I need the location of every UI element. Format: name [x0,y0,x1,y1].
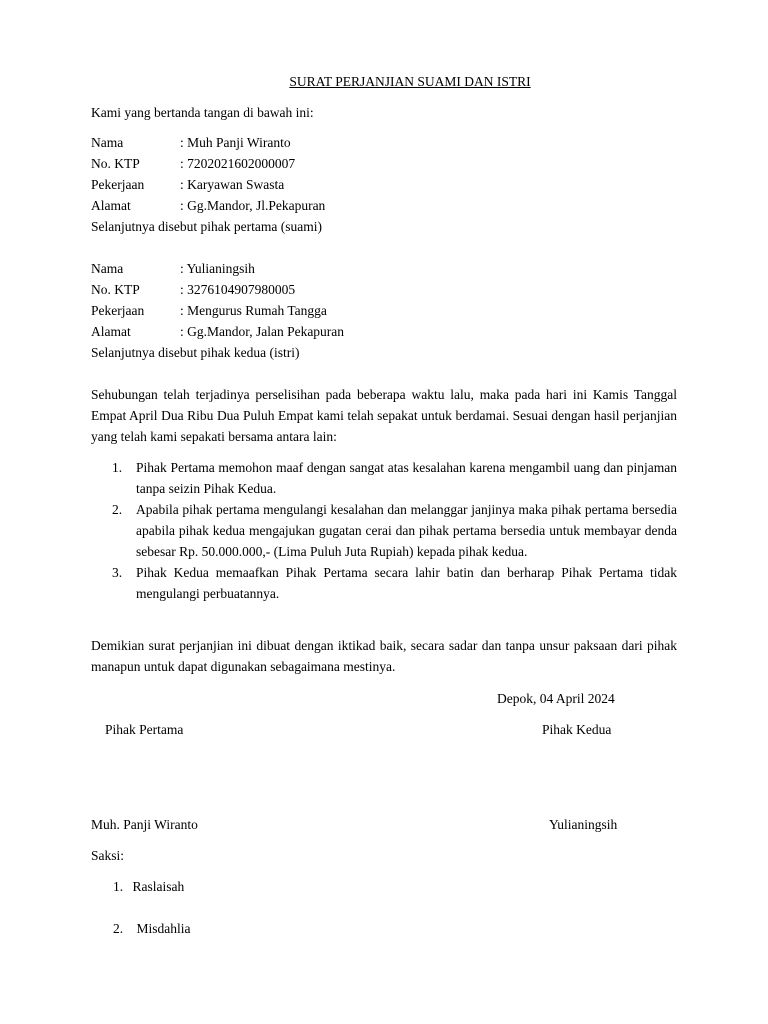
field-value: : Yulianingsih [180,261,255,276]
witness-heading: Saksi: [91,848,125,863]
witness-item [113,876,184,897]
first-party-signature-label: Pihak Pertama [105,722,184,737]
list-number: 2. [113,921,124,936]
list-item-text: Pihak Pertama memohon maaf dengan sangat atas kesalahan karena mengambil uang dan pinjaman tanpa seizin Pihak Kedua. [136,460,677,496]
place-date: Depok, 04 April 2024 [497,691,615,706]
list-item-text: Pihak Kedua memaafkan Pihak Pertama secara lahir batin dan berharap Pihak Pertama tidak mengulangi perbuatannya. [136,565,677,601]
field-label: Alamat [91,198,131,213]
field-value: : Muh Panji Wiranto [180,135,291,150]
field-label: Pekerjaan [91,303,145,318]
first-party-signatory-name: Muh. Panji Wiranto [91,817,198,832]
list-number: 1. [112,460,123,475]
list-number: 3. [112,565,123,580]
field-label: Nama [91,135,124,150]
field-value: : 3276104907980005 [180,282,296,297]
second-party-signatory-name: Yulianingsih [549,817,618,832]
witness-name: Misdahlia [136,921,191,936]
field-label: Nama [91,261,124,276]
list-item [91,499,677,562]
second-party-designation: Selanjutnya disebut pihak kedua (istri) [91,345,300,360]
list-item [91,457,677,499]
witness-item [113,918,191,939]
field-value: : Gg.Mandor, Jalan Pekapuran [180,324,345,339]
body-paragraph: Sehubungan telah terjadinya perselisihan pada beberapa waktu lalu, maka pada hari ini Kamis Tanggal Empat April Dua Ribu Dua Puluh Empat kami telah sepakat untuk berdamai. Sesuai dengan hasil perjanjian yang telah kami sepakati bersama antara lain: [91,387,677,444]
first-party-designation: Selanjutnya disebut pihak pertama (suami) [91,219,322,234]
field-label: Pekerjaan [91,177,145,192]
closing-paragraph: Demikian surat perjanjian ini dibuat dengan iktikad baik, secara sadar dan tanpa unsur paksaan dari pihak manapun untuk dapat digunakan sebagaimana mestinya. [91,638,677,674]
field-label: No. KTP [91,156,140,171]
list-number: 2. [112,502,123,517]
second-party-signature-label: Pihak Kedua [542,722,612,737]
field-value: : Gg.Mandor, Jl.Pekapuran [180,198,326,213]
document-title: SURAT PERJANJIAN SUAMI DAN ISTRI [289,74,531,89]
agreement-list [91,457,677,604]
list-item-text: Apabila pihak pertama mengulangi kesalahan dan melanggar janjinya maka pihak pertama bersedia apabila pihak kedua mengajukan gugatan cerai dan pihak pertama bersedia untuk membayar denda sebesar Rp. 50.000.000,- (Lima Puluh Juta Rupiah) kepada pihak kedua. [136,502,677,559]
intro-text: Kami yang bertanda tangan di bawah ini: [91,105,314,120]
field-value: : Mengurus Rumah Tangga [180,303,327,318]
list-item [91,562,677,604]
witness-name: Raslaisah [132,879,185,894]
field-value: : 7202021602000007 [180,156,296,171]
field-label: No. KTP [91,282,140,297]
field-value: : Karyawan Swasta [180,177,285,192]
list-number: 1. [113,879,124,894]
field-label: Alamat [91,324,131,339]
